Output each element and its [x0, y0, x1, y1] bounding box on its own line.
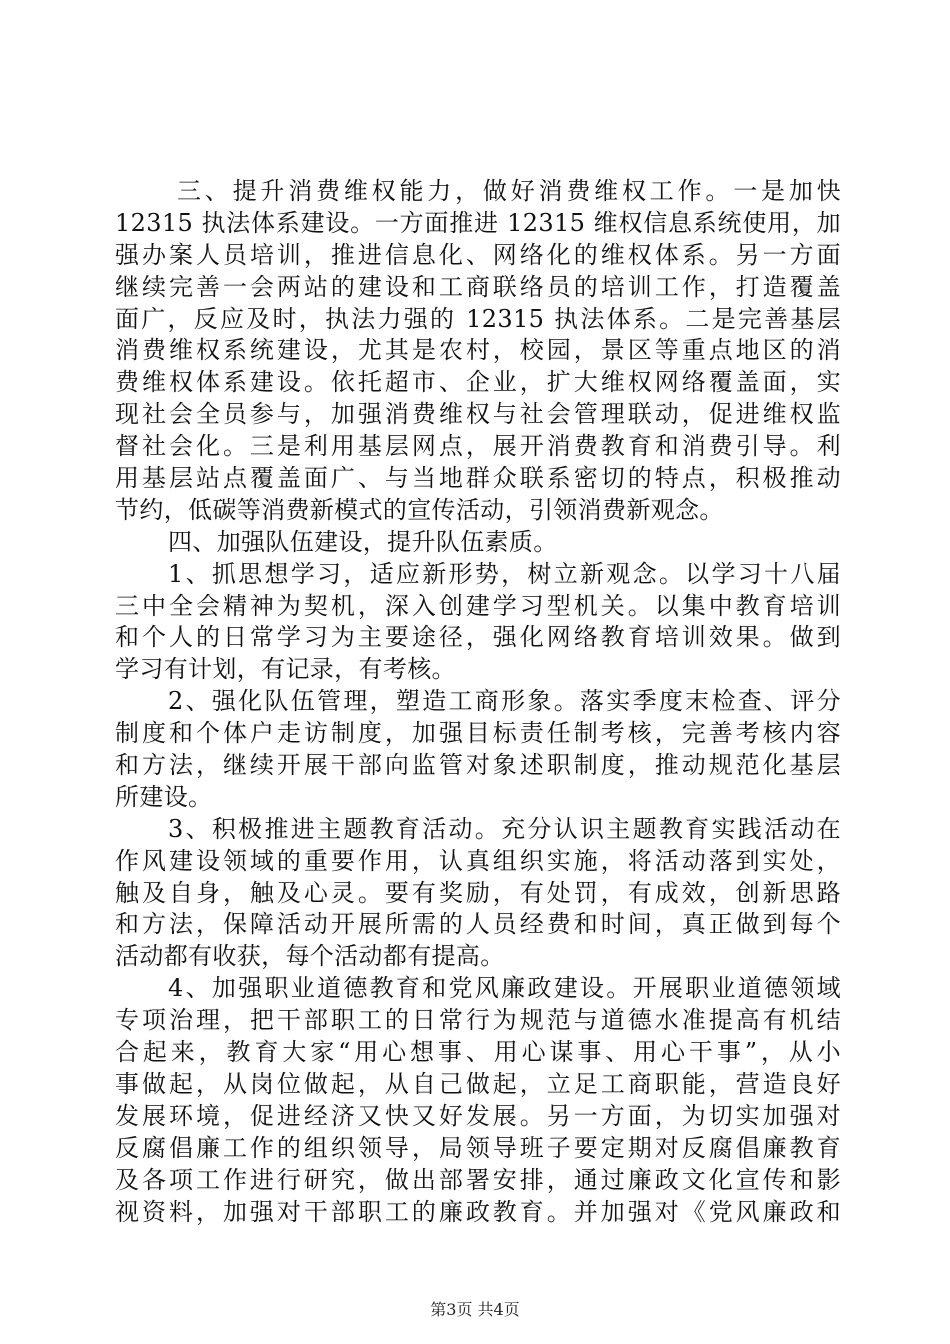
text-line: 强办案人员培训，推进信息化、网络化的维权体系。另一方面: [115, 240, 841, 269]
text-line: 用基层站点覆盖面广、与当地群众联系密切的特点，积极推动: [115, 464, 841, 493]
page-footer: 第3页 共4页: [430, 1300, 520, 1319]
text-line: 消费维权系统建设，尤其是农村，校园，景区等重点地区的消: [115, 336, 841, 365]
text-line: 活动都有收获，每个活动都有提高。: [115, 942, 505, 971]
text-line: 三中全会精神为契机，深入创建学习型机关。以集中教育培训: [115, 591, 841, 620]
text-line: 4、加强职业道德教育和党风廉政建设。开展职业道德领域: [168, 974, 841, 1003]
text-line: 发展环境，促进经济又快又好发展。另一方面，为切实加强对: [115, 1101, 841, 1130]
text-line: 和个人的日常学习为主要途径，强化网络教育培训效果。做到: [115, 623, 841, 652]
text-line: 制度和个体户走访制度，加强目标责任制考核，完善考核内容: [115, 719, 841, 748]
text-line: 和方法，保障活动开展所需的人员经费和时间，真正做到每个: [115, 910, 841, 939]
text-line: 2、强化队伍管理，塑造工商形象。落实季度末检查、评分: [168, 687, 841, 716]
document-body: [115, 176, 841, 1228]
text-line: 视资料，加强对干部职工的廉政教育。并加强对《党风廉政和: [115, 1197, 841, 1226]
text-line: 四、加强队伍建设，提升队伍素质。: [168, 527, 558, 556]
text-line: 费维权体系建设。依托超市、企业，扩大维权网络覆盖面，实: [115, 368, 841, 397]
text-line: 面广，反应及时，执法力强的 12315 执法体系。二是完善基层: [115, 304, 841, 333]
text-line: 继续完善一会两站的建设和工商联络员的培训工作，打造覆盖: [115, 272, 841, 301]
text-line: 事做起，从岗位做起，从自己做起，立足工商职能，营造良好: [115, 1069, 841, 1098]
text-line: 合起来，教育大家“用心想事、用心谋事、用心干事”，从小: [115, 1038, 841, 1067]
text-line: 12315 执法体系建设。一方面推进 12315 维权信息系统使用，加: [115, 208, 841, 237]
text-line: 节约，低碳等消费新模式的宣传活动，引领消费新观念。: [115, 495, 724, 524]
text-line: 及各项工作进行研究，做出部署安排，通过廉政文化宣传和影: [115, 1165, 841, 1194]
text-line: 专项治理，把干部职工的日常行为规范与道德水准提高有机结: [115, 1006, 841, 1035]
text-line: 反腐倡廉工作的组织领导，局领导班子要定期对反腐倡廉教育: [115, 1133, 841, 1162]
text-line: 学习有计划，有记录，有考核。: [115, 655, 456, 684]
text-line: 和方法，继续开展干部向监管对象述职制度，推动规范化基层: [115, 751, 841, 780]
text-line: 触及自身，触及心灵。要有奖励，有处罚，有成效，创新思路: [115, 878, 841, 907]
text-line: 作风建设领域的重要作用，认真组织实施，将活动落到实处，: [115, 846, 841, 875]
text-line: 1、抓思想学习，适应新形势，树立新观念。以学习十八届: [168, 559, 841, 588]
text-line: 三、提升消费维权能力，做好消费维权工作。一是加快: [177, 177, 841, 205]
text-line: 所建设。: [115, 782, 213, 811]
text-line: 3、积极推进主题教育活动。充分认识主题教育实践活动在: [168, 814, 841, 843]
text-line: 现社会全员参与，加强消费维权与社会管理联动，促进维权监: [115, 400, 841, 429]
text-line: 督社会化。三是利用基层网点，展开消费教育和消费引导。利: [115, 432, 841, 461]
